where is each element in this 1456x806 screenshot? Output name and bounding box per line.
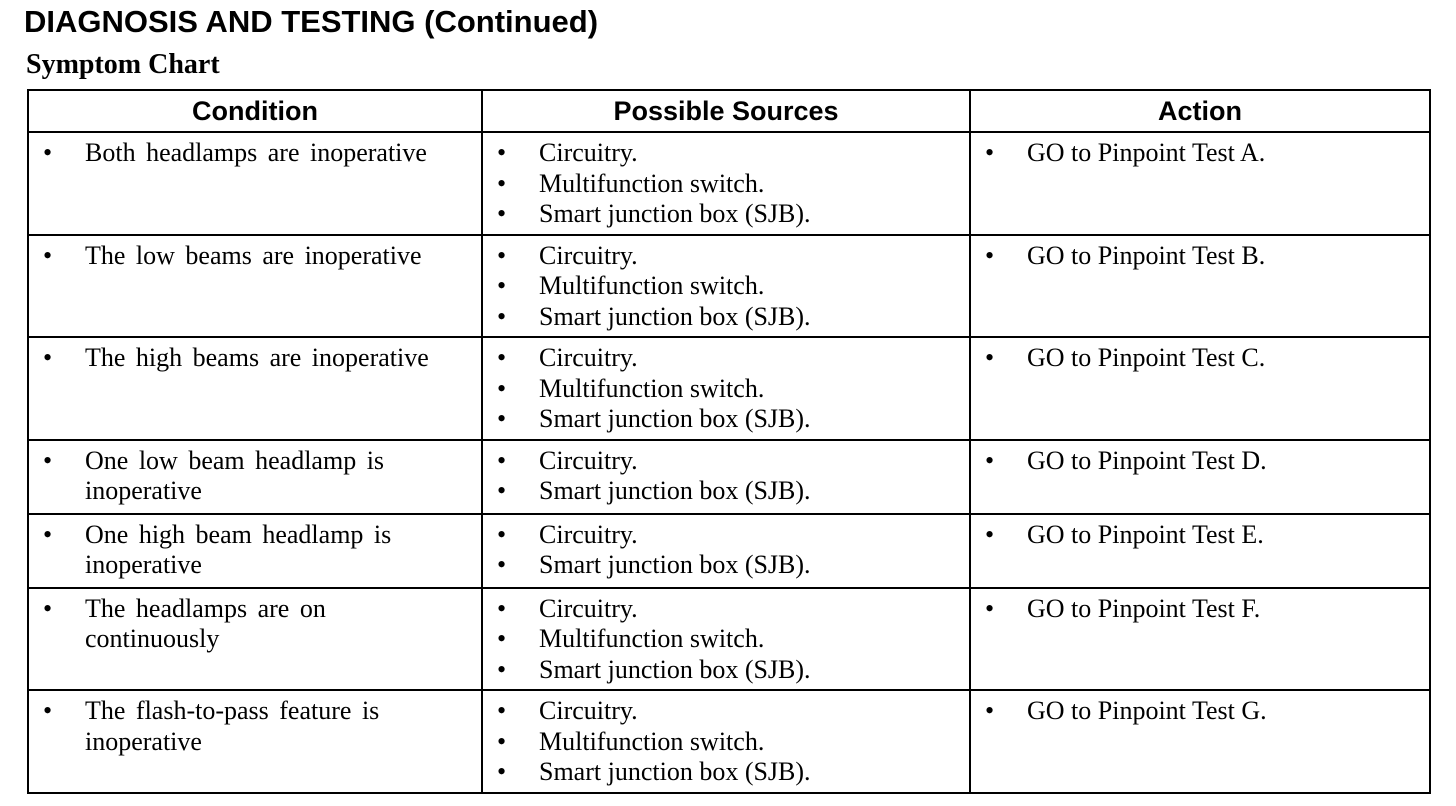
bullet-icon: •	[497, 445, 507, 475]
bullet-item	[971, 520, 1429, 551]
column-header-possible-sources: Possible Sources	[482, 90, 970, 132]
bullet-icon: •	[985, 445, 995, 475]
bullet-icon: •	[985, 240, 995, 270]
bullet-icon: •	[497, 301, 507, 331]
condition-cell	[28, 235, 482, 338]
bullet-item	[29, 520, 481, 581]
bullet-item	[483, 757, 969, 788]
bullet-text: Circuitry.	[539, 519, 638, 549]
possible-sources-cell	[482, 588, 970, 691]
bullet-text: One low beam headlamp is inoperative	[85, 445, 385, 505]
action-cell	[970, 132, 1430, 235]
action-cell	[970, 690, 1430, 793]
condition-cell	[28, 588, 482, 691]
bullet-item	[483, 302, 969, 333]
action-cell	[970, 440, 1430, 514]
bullet-text: Smart junction box (SJB).	[539, 654, 811, 684]
table-row	[28, 132, 1430, 235]
condition-cell	[28, 440, 482, 514]
chart-title: Symptom Chart	[26, 49, 220, 80]
bullet-item	[971, 446, 1429, 477]
bullet-icon: •	[43, 240, 53, 270]
possible-sources-cell	[482, 514, 970, 588]
table-row	[28, 235, 1430, 338]
bullet-icon: •	[497, 550, 507, 579]
bullet-item	[483, 476, 969, 507]
bullet-text: Smart junction box (SJB).	[539, 476, 811, 505]
bullet-item	[971, 594, 1429, 625]
bullet-text: Circuitry.	[539, 696, 638, 725]
bullet-icon: •	[43, 138, 53, 167]
bullet-item	[483, 655, 969, 686]
bullet-text: Smart junction box (SJB).	[539, 199, 811, 228]
action-cell	[970, 337, 1430, 440]
bullet-item	[483, 550, 969, 581]
bullet-icon: •	[497, 726, 507, 756]
bullet-text: Smart junction box (SJB).	[539, 757, 811, 786]
bullet-text: Multifunction switch.	[539, 271, 765, 300]
bullet-item	[483, 520, 969, 551]
bullet-item	[29, 594, 481, 655]
bullet-text: Multifunction switch.	[539, 624, 765, 653]
bullet-icon: •	[43, 519, 53, 549]
bullet-icon: •	[497, 271, 507, 300]
condition-cell	[28, 514, 482, 588]
action-cell	[970, 514, 1430, 588]
table-row	[28, 690, 1430, 793]
bullet-icon: •	[985, 696, 995, 725]
bullet-item	[971, 696, 1429, 727]
condition-cell	[28, 690, 482, 793]
bullet-item	[29, 446, 481, 507]
bullet-item	[971, 343, 1429, 374]
bullet-icon: •	[497, 593, 507, 623]
bullet-item	[483, 404, 969, 435]
bullet-text: Multifunction switch.	[539, 373, 765, 403]
possible-sources-cell	[482, 235, 970, 338]
possible-sources-cell	[482, 440, 970, 514]
bullet-text: One high beam headlamp is inoperative	[85, 519, 392, 579]
bullet-item	[483, 138, 969, 169]
bullet-icon: •	[985, 593, 995, 623]
bullet-text: Circuitry.	[539, 445, 638, 475]
bullet-text: GO to Pinpoint Test D.	[1027, 445, 1267, 475]
bullet-text: GO to Pinpoint Test B.	[1027, 240, 1266, 270]
bullet-item	[483, 696, 969, 727]
bullet-item	[483, 594, 969, 625]
symptom-table	[27, 89, 1431, 794]
bullet-item	[483, 169, 969, 200]
bullet-item	[483, 271, 969, 302]
bullet-icon: •	[497, 343, 507, 372]
bullet-item	[483, 199, 969, 230]
bullet-icon: •	[497, 519, 507, 549]
bullet-item	[483, 446, 969, 477]
bullet-icon: •	[497, 624, 507, 653]
column-header-condition: Condition	[28, 90, 482, 132]
bullet-item	[29, 343, 481, 374]
bullet-icon: •	[497, 404, 507, 433]
bullet-text: GO to Pinpoint Test F.	[1027, 593, 1261, 623]
bullet-text: Circuitry.	[539, 240, 638, 270]
bullet-icon: •	[985, 519, 995, 549]
bullet-text: Smart junction box (SJB).	[539, 550, 811, 579]
action-cell	[970, 235, 1430, 338]
action-cell	[970, 588, 1430, 691]
table-row	[28, 514, 1430, 588]
bullet-icon: •	[497, 168, 507, 198]
condition-cell	[28, 132, 482, 235]
possible-sources-cell	[482, 132, 970, 235]
bullet-text: Smart junction box (SJB).	[539, 301, 811, 331]
bullet-text: Circuitry.	[539, 138, 638, 167]
bullet-icon: •	[497, 476, 507, 505]
bullet-icon: •	[497, 373, 507, 403]
bullet-icon: •	[497, 199, 507, 228]
bullet-text: The flash-to-pass feature is inoperative	[85, 696, 380, 756]
column-header-action: Action	[970, 90, 1430, 132]
bullet-text: The headlamps are on continuously	[85, 593, 326, 653]
bullet-item	[483, 343, 969, 374]
bullet-text: Circuitry.	[539, 593, 638, 623]
bullet-text: The low beams are inoperative	[85, 240, 422, 270]
bullet-icon: •	[43, 445, 53, 475]
bullet-item	[483, 374, 969, 405]
table-header-row	[28, 90, 1430, 132]
condition-cell	[28, 337, 482, 440]
bullet-text: Multifunction switch.	[539, 168, 765, 198]
bullet-text: GO to Pinpoint Test E.	[1027, 519, 1264, 549]
bullet-icon: •	[43, 593, 53, 623]
section-title: DIAGNOSIS AND TESTING (Continued)	[24, 4, 599, 39]
bullet-text: Smart junction box (SJB).	[539, 404, 811, 433]
bullet-text: Both headlamps are inoperative	[85, 138, 427, 167]
possible-sources-cell	[482, 337, 970, 440]
bullet-text: Circuitry.	[539, 343, 638, 372]
bullet-icon: •	[497, 654, 507, 684]
table-body	[28, 132, 1430, 793]
bullet-text: The high beams are inoperative	[85, 343, 429, 372]
table-row	[28, 588, 1430, 691]
bullet-icon: •	[985, 343, 995, 372]
bullet-text: GO to Pinpoint Test A.	[1027, 138, 1266, 167]
table-row	[28, 337, 1430, 440]
possible-sources-cell	[482, 690, 970, 793]
bullet-item	[971, 241, 1429, 272]
bullet-icon: •	[985, 138, 995, 167]
bullet-item	[483, 727, 969, 758]
bullet-icon: •	[497, 240, 507, 270]
bullet-icon: •	[497, 757, 507, 786]
table-row	[28, 440, 1430, 514]
bullet-item	[29, 241, 481, 272]
bullet-text: Multifunction switch.	[539, 726, 765, 756]
bullet-icon: •	[497, 138, 507, 167]
bullet-item	[483, 241, 969, 272]
bullet-item	[29, 696, 481, 757]
bullet-item	[483, 624, 969, 655]
bullet-icon: •	[43, 343, 53, 372]
bullet-item	[29, 138, 481, 169]
bullet-text: GO to Pinpoint Test C.	[1027, 343, 1266, 372]
bullet-icon: •	[43, 696, 53, 725]
bullet-text: GO to Pinpoint Test G.	[1027, 696, 1267, 725]
bullet-item	[971, 138, 1429, 169]
bullet-icon: •	[497, 696, 507, 725]
